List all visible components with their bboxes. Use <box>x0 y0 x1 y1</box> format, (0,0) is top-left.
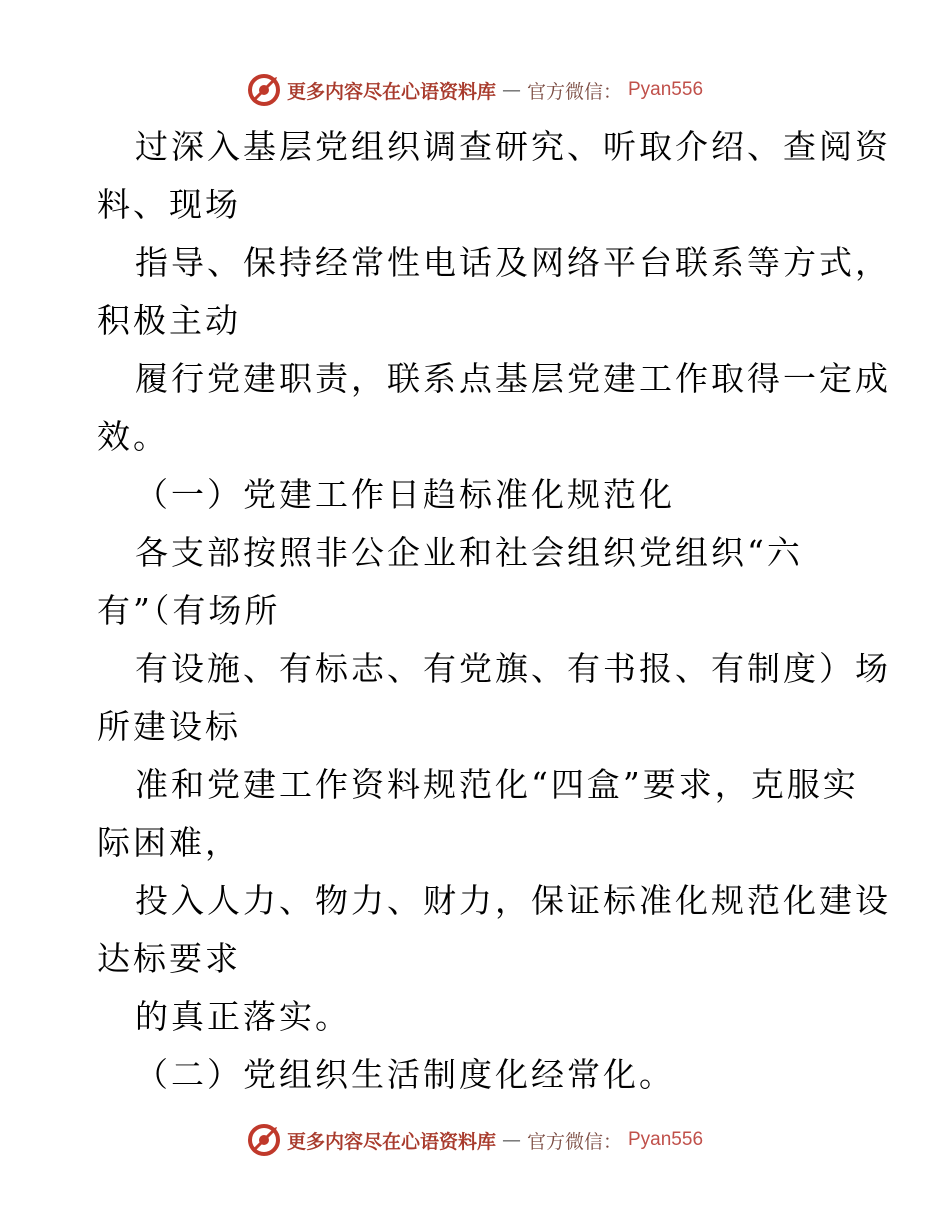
text-line: 指导、保持经常性电话及网络平台联系等方式， <box>135 243 891 282</box>
banner-brand-text: 更多内容尽在心语资料库 <box>286 1130 496 1153</box>
header-watermark-banner <box>0 70 950 110</box>
banner-wechat-label: 官方微信： <box>526 1130 622 1153</box>
text-line: 过深入基层党组织调查研究、听取介绍、查阅资 <box>135 127 891 166</box>
banner-separator: — <box>501 1129 521 1151</box>
text-line: 有”（有场所 <box>97 591 281 630</box>
text-line: 准和党建工作资料规范化“四盒”要求，克服实 <box>135 765 859 804</box>
text-line: 达标要求 <box>97 939 241 978</box>
text-line: 有设施、有标志、有党旗、有书报、有制度）场 <box>135 649 891 688</box>
text-line: 投入人力、物力、财力，保证标准化规范化建设 <box>135 881 891 920</box>
logo-icon <box>247 1123 281 1157</box>
text-line: 履行党建职责，联系点基层党建工作取得一定成 <box>135 359 891 398</box>
banner-wechat-id: Pyan556 <box>628 1129 704 1150</box>
text-line: 各支部按照非公企业和社会组织党组织“六 <box>135 533 803 572</box>
text-line: 的真正落实。 <box>135 997 351 1036</box>
footer-watermark-banner <box>0 1120 950 1160</box>
document-body <box>97 118 891 1104</box>
text-line: 料、现场 <box>97 185 241 224</box>
banner-wechat-id: Pyan556 <box>628 79 704 100</box>
banner-wechat-label: 官方微信： <box>526 80 622 103</box>
text-line: 际困难， <box>97 823 241 862</box>
section-heading: （二）党组织生活制度化经常化。 <box>135 1055 675 1094</box>
banner-brand-text: 更多内容尽在心语资料库 <box>286 80 496 103</box>
section-heading: （一）党建工作日趋标准化规范化 <box>135 475 675 514</box>
text-line: 积极主动 <box>97 301 241 340</box>
banner-separator: — <box>501 79 521 101</box>
text-line: 效。 <box>97 417 169 456</box>
logo-icon <box>247 73 281 107</box>
text-line: 所建设标 <box>97 707 241 746</box>
